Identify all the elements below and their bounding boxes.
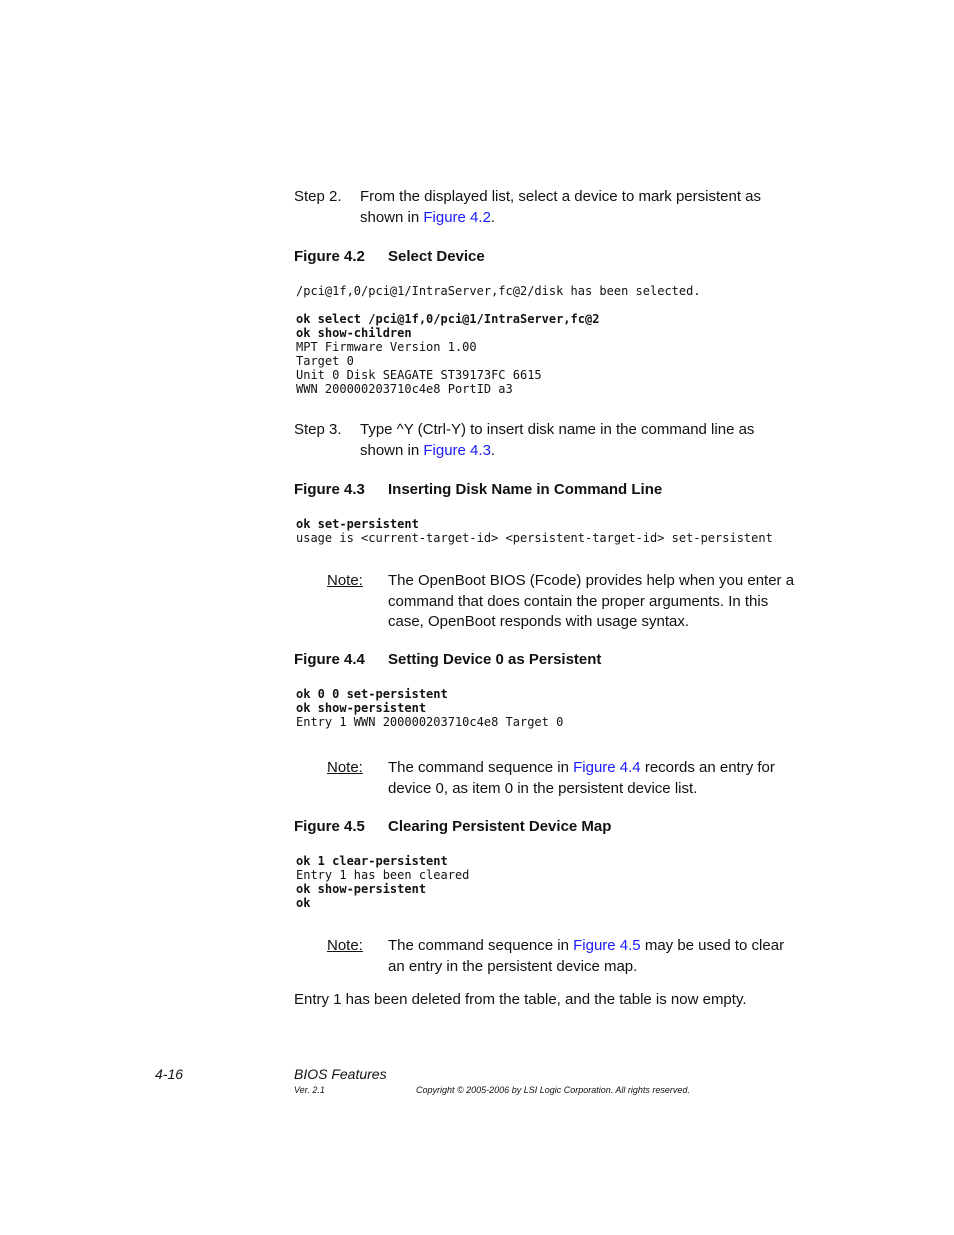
- note-3-label: Note:: [327, 937, 363, 954]
- step-3-text-a: Type ^Y (Ctrl-Y) to insert disk name in the command line as shown in: [360, 421, 755, 459]
- step-3-text: [360, 420, 795, 461]
- code-line: Target 0: [296, 354, 354, 368]
- figure-4-2-number: Figure 4.2: [294, 248, 365, 265]
- figure-4-3-title: Inserting Disk Name in Command Line: [388, 481, 663, 498]
- figure-4-4-title: Setting Device 0 as Persistent: [388, 651, 602, 668]
- figure-4-4-caption: [294, 651, 602, 668]
- figure-4-4-code: [296, 687, 563, 729]
- code-line: MPT Firmware Version 1.00: [296, 340, 477, 354]
- step-2-text: [360, 187, 795, 228]
- figure-4-5-caption: [294, 818, 612, 835]
- note-3-text-a: The command sequence in: [388, 937, 574, 954]
- copyright: Copyright © 2005-2006 by LSI Logic Corporation. All rights reserved.: [416, 1085, 690, 1095]
- figure-4-4-number: Figure 4.4: [294, 651, 365, 668]
- figure-4-5-title: Clearing Persistent Device Map: [388, 818, 612, 835]
- section-title: BIOS Features: [294, 1066, 387, 1082]
- code-line: ok: [296, 896, 311, 910]
- code-line: ok select /pci@1f,0/pci@1/IntraServer,fc@2: [296, 312, 600, 326]
- note-1-text: The OpenBoot BIOS (Fcode) provides help when you enter a command that does contain the proper arguments. In this case, OpenBoot responds with usage syntax.: [388, 572, 795, 630]
- code-line: ok 1 clear-persistent: [296, 854, 448, 868]
- note-2-text-b: records an entry for device 0, as item 0 in the persistent device list.: [388, 759, 775, 797]
- step-2-number: Step 2.: [294, 188, 342, 205]
- code-line: ok 0 0 set-persistent: [296, 687, 448, 701]
- figure-4-2-link[interactable]: Figure 4.2: [423, 208, 491, 226]
- figure-4-5-number: Figure 4.5: [294, 818, 365, 835]
- figure-4-3-caption: [294, 481, 663, 498]
- code-line: Unit 0 Disk SEAGATE ST39173FC 6615: [296, 368, 542, 382]
- code-line: ok show-children: [296, 326, 412, 340]
- figure-4-3-number: Figure 4.3: [294, 481, 365, 498]
- note-2-text-a: The command sequence in: [388, 759, 574, 776]
- figure-4-3-code: [296, 517, 773, 545]
- note-2-text: [388, 758, 796, 799]
- code-line: ok show-persistent: [296, 701, 427, 715]
- code-line: /pci@1f,0/pci@1/IntraServer,fc@2/disk has been selected.: [296, 284, 701, 298]
- code-line: ok show-persistent: [296, 882, 427, 896]
- step-2-text-a: From the displayed list, select a device to mark persistent as shown in: [360, 188, 762, 226]
- closing-paragraph: Entry 1 has been deleted from the table, and the table is now empty.: [294, 991, 747, 1008]
- figure-4-2-code: [296, 284, 701, 396]
- note-3-text-b: may be used to clear an entry in the persistent device map.: [388, 937, 785, 975]
- figure-4-2-title: Select Device: [388, 248, 485, 265]
- note-2-label: Note:: [327, 759, 363, 776]
- code-line: ok set-persistent: [296, 517, 419, 531]
- figure-4-2-caption: [294, 248, 485, 265]
- code-line: WWN 200000203710c4e8 PortID a3: [296, 382, 513, 396]
- figure-4-3-link[interactable]: Figure 4.3: [423, 441, 491, 459]
- step-3-text-b: .: [490, 441, 496, 459]
- code-line: [296, 298, 701, 312]
- figure-4-5-code: [296, 854, 469, 910]
- code-line: Entry 1 has been cleared: [296, 868, 470, 882]
- code-line: usage is <current-target-id> <persistent-target-id> set-persistent: [296, 531, 773, 545]
- figure-4-5-link[interactable]: Figure 4.5: [573, 937, 641, 954]
- page-number: 4-16: [155, 1066, 184, 1082]
- step-2-text-b: .: [490, 208, 496, 226]
- figure-4-4-link[interactable]: Figure 4.4: [573, 759, 641, 776]
- note-3-text: [388, 936, 796, 977]
- version: Ver. 2.1: [294, 1085, 325, 1095]
- step-3-number: Step 3.: [294, 421, 342, 438]
- note-1-label: Note:: [327, 572, 363, 589]
- code-line: Entry 1 WWN 200000203710c4e8 Target 0: [296, 715, 564, 729]
